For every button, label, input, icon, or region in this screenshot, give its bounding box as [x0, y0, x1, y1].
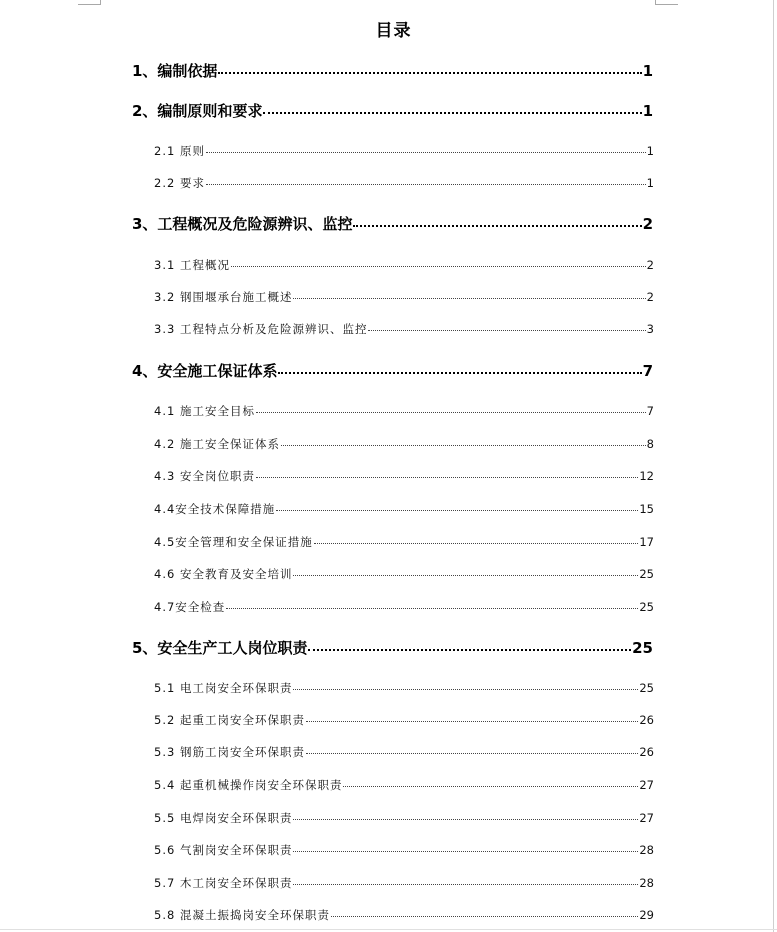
toc-entry-label: 1、编制依据: [132, 62, 218, 80]
dot-leader: [353, 225, 641, 227]
toc-subentry[interactable]: [154, 403, 654, 419]
dot-leader: [256, 477, 638, 478]
toc-page-number: 17: [639, 535, 654, 549]
dot-leader: [308, 649, 631, 651]
dot-leader: [293, 819, 638, 820]
dot-leader: [218, 72, 641, 74]
toc-subentry[interactable]: [154, 534, 654, 550]
toc-entry-label: 4.1 施工安全目标: [154, 404, 255, 418]
toc-page-number: 25: [639, 681, 654, 695]
toc-page-number: 2: [642, 215, 653, 233]
toc-entry-label: 5.5 电焊岗安全环保职责: [154, 811, 293, 825]
toc-heading-entry[interactable]: [132, 360, 653, 381]
dot-leader: [293, 851, 638, 852]
toc-page-number: 1: [642, 62, 653, 80]
toc-page-number: 1: [642, 102, 653, 120]
toc-entry-label: 5.1 电工岗安全环保职责: [154, 681, 293, 695]
toc-page-number: 25: [639, 567, 654, 581]
toc-page-number: 29: [639, 908, 654, 922]
toc-entry-label: 3、工程概况及危险源辨识、监控: [132, 215, 353, 233]
dot-leader: [293, 575, 638, 576]
dot-leader: [206, 184, 646, 185]
toc-entry-label: 3.1 工程概况: [154, 258, 230, 272]
toc-entry-label: 5.7 木工岗安全环保职责: [154, 876, 293, 890]
toc-subentry[interactable]: [154, 289, 654, 305]
toc-entry-label: 5.4 起重机械操作岗安全环保职责: [154, 778, 343, 792]
toc-subentry[interactable]: [154, 566, 654, 582]
toc-subentry[interactable]: [154, 501, 654, 517]
dot-leader: [231, 266, 646, 267]
toc-subentry[interactable]: [154, 875, 654, 891]
dot-leader: [293, 689, 638, 690]
toc-subentry[interactable]: [154, 680, 654, 696]
dot-leader: [206, 152, 646, 153]
toc-page-number: 28: [639, 843, 654, 857]
toc-page-number: 3: [646, 322, 654, 336]
toc-page-number: 26: [639, 745, 654, 759]
toc-subentry[interactable]: [154, 810, 654, 826]
toc-entry-label: 2.2 要求: [154, 176, 205, 190]
toc-page-number: 2: [646, 258, 654, 272]
toc-entry-label: 3.2 钢围堰承台施工概述: [154, 290, 293, 304]
toc-page-number: 25: [632, 639, 653, 657]
toc-page-number: 27: [639, 778, 654, 792]
toc-entry-label: 5.6 气割岗安全环保职责: [154, 843, 293, 857]
dot-leader: [293, 884, 638, 885]
toc-subentry[interactable]: [154, 599, 654, 615]
toc-subentry[interactable]: [154, 436, 654, 452]
toc-subentry[interactable]: [154, 321, 654, 337]
toc-title: 目录: [375, 21, 412, 41]
toc-page-number: 8: [646, 437, 654, 451]
dot-leader: [276, 510, 638, 511]
dot-leader: [306, 753, 638, 754]
dot-leader: [293, 298, 645, 299]
toc-page-number: 7: [646, 404, 654, 418]
dot-leader: [256, 412, 646, 413]
toc-subentry[interactable]: [154, 257, 654, 273]
toc-entry-label: 5.3 钢筋工岗安全环保职责: [154, 745, 305, 759]
toc-entry-label: 5.8 混凝土振捣岗安全环保职责: [154, 908, 330, 922]
toc-entry-label: 2.1 原则: [154, 144, 205, 158]
toc-page-number: 15: [639, 502, 654, 516]
toc-page-number: 7: [642, 362, 653, 380]
toc-page-number: 1: [646, 144, 654, 158]
toc-entry-label: 2、编制原则和要求: [132, 102, 263, 120]
toc-entry-label: 5.2 起重工岗安全环保职责: [154, 713, 305, 727]
dot-leader: [226, 608, 638, 609]
toc-entry-label: 4.3 安全岗位职责: [154, 469, 255, 483]
dot-leader: [278, 372, 641, 374]
toc-heading-entry[interactable]: [132, 213, 653, 234]
toc-page-number: 12: [639, 469, 654, 483]
toc-subentry[interactable]: [154, 712, 654, 728]
dot-leader: [263, 112, 641, 114]
dot-leader: [368, 330, 645, 331]
toc-entry-label: 3.3 工程特点分析及危险源辨识、监控: [154, 322, 368, 336]
toc-subentry[interactable]: [154, 744, 654, 760]
dot-leader: [331, 916, 638, 917]
toc-page-number: 27: [639, 811, 654, 825]
toc-page-number: 26: [639, 713, 654, 727]
dot-leader: [306, 721, 638, 722]
toc-subentry[interactable]: [154, 777, 654, 793]
toc-heading-entry[interactable]: [132, 60, 653, 81]
toc-subentry[interactable]: [154, 175, 654, 191]
toc-subentry[interactable]: [154, 842, 654, 858]
toc-entry-label: 4、安全施工保证体系: [132, 362, 278, 380]
toc-page-number: 28: [639, 876, 654, 890]
toc-entry-label: 5、安全生产工人岗位职责: [132, 639, 308, 657]
toc-page-number: 25: [639, 600, 654, 614]
toc-subentry[interactable]: [154, 468, 654, 484]
dot-leader: [343, 786, 638, 787]
toc-entry-label: 4.4安全技术保障措施: [154, 502, 276, 516]
dot-leader: [281, 445, 646, 446]
toc-heading-entry[interactable]: [132, 100, 653, 121]
dot-leader: [314, 543, 639, 544]
toc-page-number: 2: [646, 290, 654, 304]
toc-entry-label: 4.6 安全教育及安全培训: [154, 567, 293, 581]
toc-subentry[interactable]: [154, 907, 654, 923]
toc-entry-label: 4.2 施工安全保证体系: [154, 437, 280, 451]
toc-entry-label: 4.5安全管理和安全保证措施: [154, 535, 313, 549]
toc-page-number: 1: [646, 176, 654, 190]
toc-heading-entry[interactable]: [132, 637, 653, 658]
toc-subentry[interactable]: [154, 143, 654, 159]
toc-entry-label: 4.7安全检查: [154, 600, 226, 614]
